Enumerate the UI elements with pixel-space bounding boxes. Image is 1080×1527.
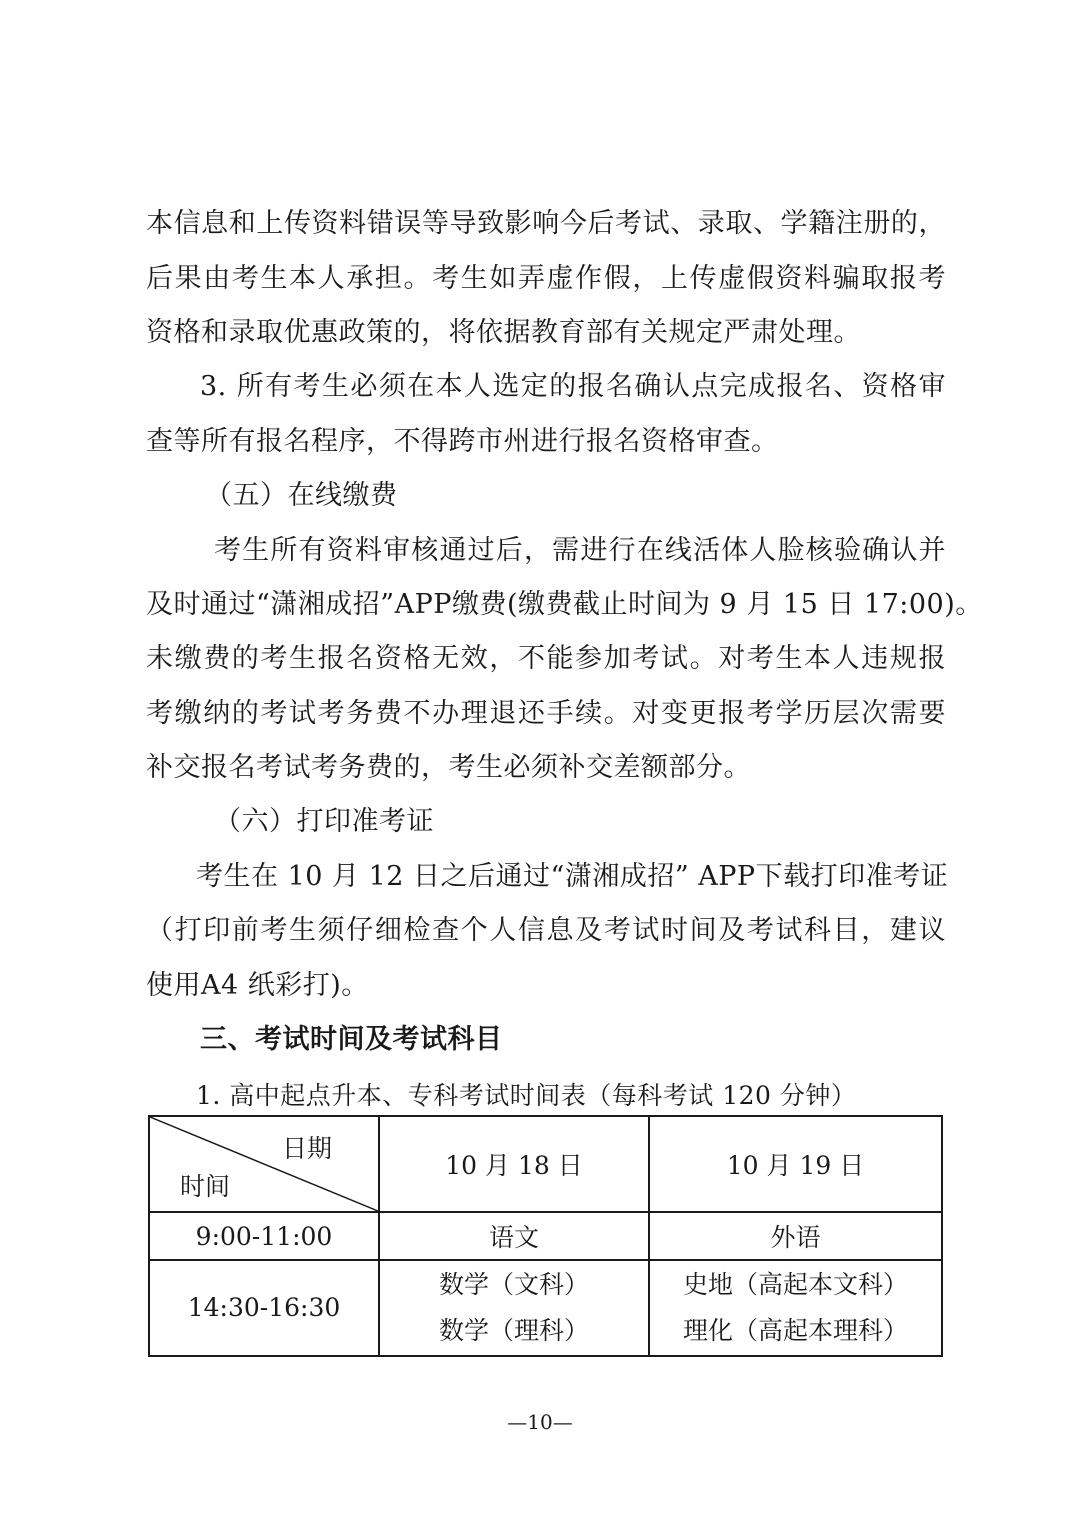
page-number: —10—	[507, 1410, 573, 1434]
section-heading-online-payment: （五）在线缴费	[205, 480, 398, 511]
header-date-label: 日期	[281, 1134, 332, 1163]
table-row	[149, 1212, 942, 1260]
exam-schedule-table	[148, 1115, 943, 1357]
paragraph-line: 查等所有报名程序，不得跨市州进行报名资格审查。	[146, 426, 779, 457]
paragraph-line: 后果由考生本人承担。考生如弄虚作假，上传虚假资料骗取报考	[146, 263, 946, 294]
header-day2: 10 月 19 日	[649, 1116, 942, 1212]
paragraph-line: 考生在 10 月 12 日之后通过“潇湘成招” APP下载打印准考证	[196, 861, 949, 892]
subject-cell: 外语	[649, 1212, 942, 1260]
section-heading-print-admission: （六）打印准考证	[214, 806, 434, 837]
subject-line: 理化（高起本理科）	[682, 1316, 908, 1345]
paragraph-line: 本信息和上传资料错误等导致影响今后考试、录取、学籍注册的，	[146, 208, 946, 239]
header-day1: 10 月 18 日	[379, 1116, 649, 1212]
header-time-label: 时间	[180, 1172, 231, 1201]
table-row	[149, 1260, 942, 1356]
table-caption: 1. 高中起点升本、专科考试时间表（每科考试 120 分钟）	[196, 1081, 857, 1110]
time-cell: 9:00-11:00	[149, 1212, 379, 1260]
paragraph-line: 资格和录取优惠政策的，将依据教育部有关规定严肃处理。	[146, 317, 861, 348]
paragraph-line: 未缴费的考生报名资格无效，不能参加考试。对考生本人违规报	[146, 643, 946, 674]
paragraph-line: 3. 所有考生必须在本人选定的报名确认点完成报名、资格审	[200, 371, 946, 402]
subject-cell: 语文	[379, 1212, 649, 1260]
paragraph-line: 考缴纳的考试考务费不办理退还手续。对变更报考学历层次需要	[146, 698, 946, 729]
paragraph-line: （打印前考生须仔细检查个人信息及考试时间及考试科目，建议	[146, 915, 946, 946]
paragraph-line: 考生所有资料审核通过后，需进行在线活体人脸核验确认并	[214, 535, 946, 566]
subject-line: 数学（文科）	[438, 1270, 589, 1299]
diagonal-header-cell	[149, 1116, 379, 1212]
time-cell: 14:30-16:30	[149, 1260, 379, 1356]
table-header-row	[149, 1116, 942, 1212]
subject-cell	[379, 1260, 649, 1356]
section-heading-exam-schedule: 三、考试时间及考试科目	[200, 1024, 503, 1055]
subject-line: 数学（理科）	[438, 1316, 589, 1345]
paragraph-line: 及时通过“潇湘成招”APP缴费(缴费截止时间为 9 月 15 日 17:00)。	[146, 589, 983, 620]
paragraph-line: 补交报名考试考务费的，考生必须补交差额部分。	[146, 752, 751, 783]
subject-cell	[649, 1260, 942, 1356]
subject-line: 史地（高起本文科）	[682, 1270, 908, 1299]
paragraph-line: 使用A4 纸彩打)。	[146, 970, 369, 1001]
